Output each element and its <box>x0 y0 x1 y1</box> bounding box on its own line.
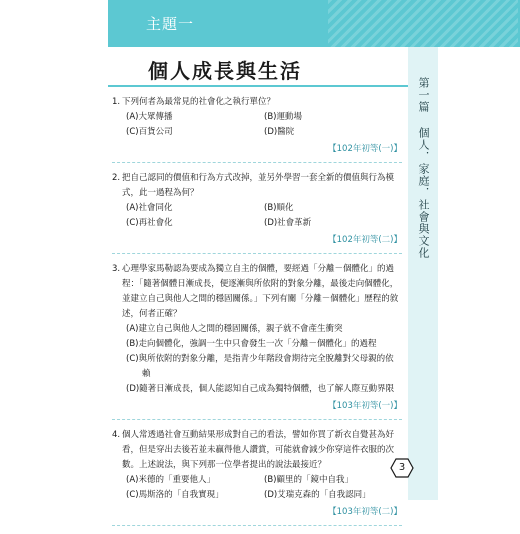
side-tab-label: 第一篇 個人．家庭．社會與文化 <box>417 77 430 259</box>
option-a: (A)社會同化 <box>126 203 173 213</box>
option-c: (C)百貨公司 <box>126 127 173 137</box>
question-text: 下列何者為最常見的社會化之執行單位？ <box>122 97 276 107</box>
option-c: (C)馬斯洛的「自我實現」 <box>126 490 224 500</box>
question-text: 把自己認同的價值和行為方式改掉，並另外學習一套全新的價值與行為模式，此一過程為何？ <box>122 173 395 198</box>
option-d: (D)艾瑞克森的「自我認同」 <box>264 490 371 500</box>
page-title: 個人成長與生活 <box>148 59 302 83</box>
question-text: 個人常透過社會互動結果形成對自己的看法，譬如你買了新衣自覺甚為好看，但是穿出去後若並未贏得他人讚賞，可能就會減少你穿這件衣服的次數。上述說法，與下列那一位學者提出的說法最接近？ <box>122 430 395 470</box>
question-2 <box>112 171 402 254</box>
question-number: 1. <box>112 97 121 107</box>
option-b: (B)順化 <box>264 203 294 213</box>
option-d: (D)隨著日漸成長，個人能認知自己成為獨特個體，也了解人際互動界限 <box>126 384 395 394</box>
question-source: 【103年初等(一)】 <box>112 399 402 420</box>
question-number: 4. <box>112 430 121 440</box>
option-d: (D)醫院 <box>264 127 295 137</box>
question-text: 心理學家馬勒認為要成為獨立自主的個體，要經過「分離－個體化」的過程：「隨著個體日漸成長，便逐漸與所依附的對象分離，最後走向個體化，並建立自己與他人之間的穩固關係。」下列有關「分離－個體化」歷程的敘述，何者正確？ <box>122 264 399 319</box>
option-a: (A)大眾傳播 <box>126 112 173 122</box>
page-number <box>393 460 411 476</box>
question-4 <box>112 428 402 526</box>
option-d: (D)社會革新 <box>264 218 312 228</box>
option-c: (C)與所依附的對象分離，是指青少年階段會期待完全脫離對父母親的依賴 <box>126 354 394 379</box>
page-number-value: 3 <box>398 462 406 473</box>
question-3 <box>112 262 402 420</box>
section-label: 主題一 <box>146 15 195 33</box>
title-underline <box>108 85 408 87</box>
question-list <box>112 95 402 534</box>
option-b: (B)走向個體化，強調一生中只會發生一次「分離－個體化」的過程 <box>126 339 377 349</box>
question-source: 【103年初等(二)】 <box>112 505 402 526</box>
question-number: 3. <box>112 264 121 274</box>
option-b: (B)運動場 <box>264 112 302 122</box>
option-a: (A)建立自己與他人之間的穩固關係，親子就不會產生衝突 <box>126 324 343 334</box>
question-source: 【102年初等(二)】 <box>112 233 402 254</box>
question-source: 【102年初等(一)】 <box>112 142 402 163</box>
side-tab <box>408 47 438 500</box>
question-1 <box>112 95 402 163</box>
option-b: (B)顧里的「鏡中自我」 <box>264 475 353 485</box>
question-number: 2. <box>112 173 121 183</box>
option-c: (C)再社會化 <box>126 218 173 228</box>
header-stripe-decoration <box>328 0 518 47</box>
option-a: (A)米德的「重要他人」 <box>126 475 215 485</box>
